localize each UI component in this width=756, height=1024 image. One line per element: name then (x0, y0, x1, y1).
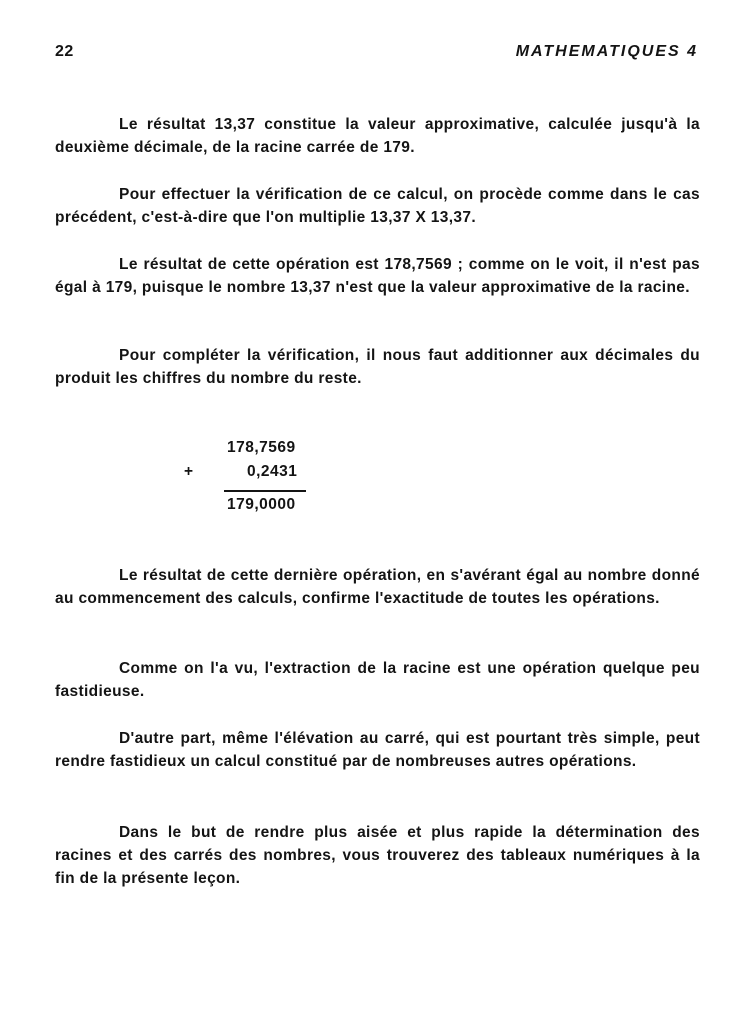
page-number: 22 (55, 43, 74, 60)
addition-operand-2: 0,2431 (247, 463, 298, 480)
paragraph-multiplication-result: Le résultat de cette opération est 178,7569 ; comme on le voit, il n'est pas égal à 179, puisque le nombre 13,37 n'est que la valeur approximative de la racine. (55, 256, 700, 296)
addition-result: 179,0000 (227, 496, 296, 513)
paragraph-complete-verification: Pour compléter la vérification, il nous faut additionner aux décimales du produit les chiffres du nombre du reste. (55, 347, 700, 387)
paragraph-verification-method: Pour effectuer la vérification de ce calcul, on procède comme dans le cas précédent, c'est-à-dire que l'on multiplie 13,37 X 13,37. (55, 186, 700, 226)
sum-line (224, 490, 306, 492)
paragraph-final-confirmation: Le résultat de cette dernière opération, en s'avérant égal au nombre donné au commencement des calculs, confirme l'exactitude de toutes les opérations. (55, 567, 700, 607)
running-title: MATHEMATIQUES 4 (515, 43, 698, 60)
paragraph-squaring: D'autre part, même l'élévation au carré, qui est pourtant très simple, peut rendre fastidieux un calcul constitué par de nombreuses autres opérations. (55, 730, 700, 770)
paragraph-fastidious-extraction: Comme on l'a vu, l'extraction de la racine est une opération quelque peu fastidieuse. (55, 660, 700, 700)
addition-operand-1: 178,7569 (227, 439, 296, 456)
paragraph-numeric-tables: Dans le but de rendre plus aisée et plus rapide la détermination des racines et des carrés des nombres, vous trouverez des tableaux numériques à la fin de la présente leçon. (55, 824, 700, 887)
paragraph-result-approximation: Le résultat 13,37 constitue la valeur approximative, calculée jusqu'à la deuxième décimale, de la racine carrée de 179. (55, 116, 700, 156)
plus-sign: + (184, 463, 194, 480)
